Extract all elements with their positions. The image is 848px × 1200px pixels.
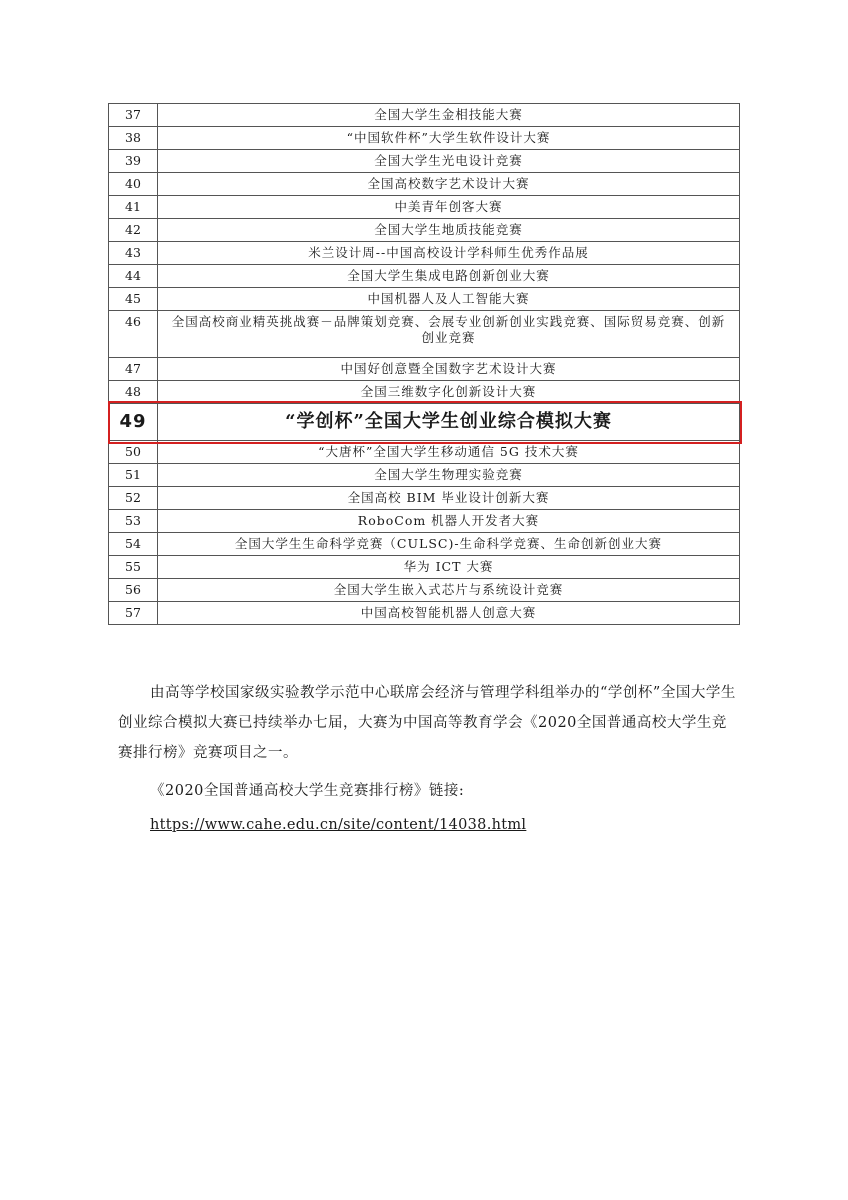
competition-name: 全国高校数字艺术设计大赛 [158,173,740,196]
competition-name: 全国大学生光电设计竞赛 [158,150,740,173]
row-number: 55 [109,556,158,579]
row-number: 41 [109,196,158,219]
table-row [109,104,740,127]
table-row [109,219,740,242]
competition-name: 米兰设计周--中国高校设计学科师生优秀作品展 [158,242,740,265]
row-number: 47 [109,358,158,381]
table-row [109,127,740,150]
row-number: 56 [109,579,158,602]
competition-name: RoboCom 机器人开发者大赛 [158,510,740,533]
row-number: 40 [109,173,158,196]
competition-name: 中国好创意暨全国数字艺术设计大赛 [158,358,740,381]
row-number: 52 [109,487,158,510]
row-number: 38 [109,127,158,150]
table-row [109,150,740,173]
row-number: 54 [109,533,158,556]
table-row [109,556,740,579]
table-row [109,265,740,288]
row-number: 57 [109,602,158,625]
row-number: 42 [109,219,158,242]
table-row [109,441,740,464]
competition-name: 全国大学生金相技能大赛 [158,104,740,127]
competition-name: “大唐杯”全国大学生移动通信 5G 技术大赛 [158,441,740,464]
competition-name: 全国大学生生命科学竞赛（CULSC)-生命科学竞赛、生命创新创业大赛 [158,533,740,556]
row-number: 51 [109,464,158,487]
row-number: 46 [109,311,158,358]
competition-name: 中美青年创客大赛 [158,196,740,219]
row-number: 39 [109,150,158,173]
table-row [109,311,740,358]
row-number: 44 [109,265,158,288]
competition-name: “中国软件杯”大学生软件设计大赛 [158,127,740,150]
competition-name: 华为 ICT 大赛 [158,556,740,579]
row-number: 49 [109,404,158,441]
table-row [109,242,740,265]
competition-name: “学创杯”全国大学生创业综合模拟大赛 [158,404,740,441]
competition-name: 全国高校 BIM 毕业设计创新大赛 [158,487,740,510]
row-number: 48 [109,381,158,404]
competition-name: 全国大学生嵌入式芯片与系统设计竞赛 [158,579,740,602]
competition-name: 全国三维数字化创新设计大赛 [158,381,740,404]
body-paragraph: 由高等学校国家级实验教学示范中心联席会经济与管理学科组举办的“学创杯”全国大学生创业综合模拟大赛已持续举办七届，大赛为中国高等教育学会《2020全国普通高校大学生竞赛排行榜》竞赛项目之一。 [118,685,736,761]
competition-table [108,103,740,625]
competition-name: 中国高校智能机器人创意大赛 [158,602,740,625]
table-row [109,173,740,196]
table-row [109,602,740,625]
competition-name: 全国高校商业精英挑战赛－品牌策划竞赛、会展专业创新创业实践竞赛、国际贸易竞赛、创新创业竞赛 [158,311,740,358]
table-row [109,510,740,533]
highlighted-table-row [109,404,740,441]
row-number: 50 [109,441,158,464]
ranking-link-caption: 《2020全国普通高校大学生竞赛排行榜》链接: [150,783,465,799]
table-row [109,288,740,311]
row-number: 45 [109,288,158,311]
competition-name: 全国大学生集成电路创新创业大赛 [158,265,740,288]
competition-name: 全国大学生地质技能竞赛 [158,219,740,242]
table-row [109,464,740,487]
table-row [109,196,740,219]
table-row [109,579,740,602]
row-number: 53 [109,510,158,533]
table-row [109,487,740,510]
competition-name: 全国大学生物理实验竞赛 [158,464,740,487]
ranking-link[interactable]: https://www.cahe.edu.cn/site/content/14038.html [150,817,527,833]
table-row [109,533,740,556]
competition-name: 中国机器人及人工智能大赛 [158,288,740,311]
table-row [109,358,740,381]
table-row [109,381,740,404]
row-number: 43 [109,242,158,265]
row-number: 37 [109,104,158,127]
